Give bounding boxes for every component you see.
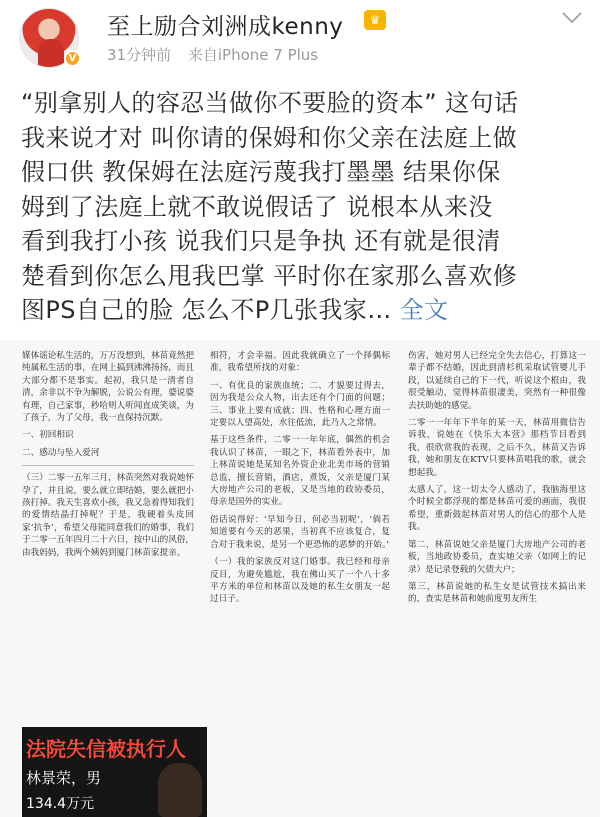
attached-document-image[interactable] — [0, 340, 600, 817]
document-paragraph: 俗话说得好：‘早知今日，何必当初呢’，‘倘若知道要有今天的恶果，当初真不应该复合，复合对于我来说，是另一个更恐怖的恶梦的开始。’ — [210, 514, 390, 550]
document-heading: 一、初回相识 — [22, 430, 74, 441]
post-time: 31分钟前 — [107, 46, 172, 64]
post-line: “别拿别人的容忍当做你不要脸的资本” 这句话 — [21, 89, 519, 117]
document-paragraph: 相符，才会幸福。因此我就确立了一个择偶标准，我希望所找的对象： — [210, 351, 390, 374]
divider — [22, 465, 194, 466]
document-paragraph: （三）二零一五年三月，林苗突然对我说她怀孕了，并且说，要么就立即结婚，要么就把小孩打掉。我天生喜欢小孩，我又急着得知我们的爱情结晶打掉呢？于是，我硬着头皮回家‘抗争’，希望父母能同意我们的婚事，我们于二零一五年四月二十六日，按中山的风俗，由我妈妈，我两个姨妈到厦门林苗家提亲。 — [22, 473, 194, 558]
post-line: 我来说才对 叫你请的保姆和你父亲在法庭上做 — [21, 123, 518, 152]
document-column-3 — [408, 350, 586, 611]
news-name: 林景荣，男 — [26, 769, 102, 787]
document-column-1 — [22, 350, 194, 564]
document-paragraph: 一、有优良的家族血统；二、才貌要过得去，因为我是公众人物，出去还有个门面的问题；三、事业上要有成就；四、性格和心理方面一定要以人望高处，水往低流，此乃人之常情。 — [210, 380, 390, 429]
document-paragraph: 第二，林苗说她父亲是厦门大房地产公司的老板，当地政协委员，查实她父亲（如网上的记录）是记录登载的欠债大户； — [408, 539, 586, 575]
full-text-link[interactable]: 全文 — [399, 296, 449, 324]
news-amount: 134.4万元 — [26, 796, 95, 812]
document-paragraph: 二零一一年年下半年的某一天，林苗用微信告诉我，说她在《快乐大本营》那档节目看到我，很欣赏我的表现，之后不久，林苗又告诉我，她和朋友在KTV只要林苗唱我的歌，就会想起我。 — [408, 418, 586, 478]
document-paragraph: 第三，林苗说她的私生女是试管技术搞出来的，查实是林苗和她前度男友所生 — [408, 581, 586, 605]
post-meta — [107, 44, 318, 65]
document-paragraph: （一）我的家族反对这门婚事。我已经和母亲反目，为避免尴尬，我在佛山买了一个八十多平方米的单位和林苗以及她的私生女朋友一起过日子。 — [210, 557, 390, 605]
chevron-down-icon[interactable] — [560, 10, 584, 26]
document-paragraph: 伤害，她对男人已经完全失去信心，打算这一辈子都不结婚，因此到清杉机采取试管婴儿手段，以延续自己的下一代，听说这个根由，我很受触动，觉得林苗很凄美，突然有一种很像去扶助她的感觉。 — [408, 351, 586, 411]
post-line: 假口供 教保姆在法庭污蔑我打墨墨 结果你保 — [21, 158, 501, 186]
post-line-last — [21, 293, 589, 328]
post-line: 楚看到你怎么甩我巴掌 平时你在家那么喜欢修 — [21, 261, 518, 290]
avatar-figure — [38, 39, 64, 68]
post-line-text: 图PS自己的脸 怎么不P几张我家… — [21, 296, 392, 324]
document-paragraph: 基于这些条件，二零一一年年底，偶然的机会我认识了林苗，一眼之下，林苗看外表中，加上林苗说她是某知名外资企业北美市场的营销总监，擅长营销，酒店，煮饭，父亲是厦门某大房地产公司的老板，又是当地的政协委员，母亲是国外的实业。 — [210, 435, 390, 508]
document-column-2 — [210, 350, 390, 611]
post-line: 姆到了法庭上就不敢说假话了 说根本从来没 — [21, 192, 493, 221]
verified-icon: V — [64, 50, 81, 67]
username[interactable]: 至上励合刘洲成kenny — [107, 14, 344, 40]
vip-crown-icon[interactable]: ♛ — [364, 10, 386, 30]
post-line: 看到我打小孩 说我们只是争执 还有就是很清 — [21, 227, 501, 255]
document-paragraph: 太感人了，这一切太令人感动了，我脑海里这个时候全都浮现的都是林苗可爱的画面，我很希望，重新鼓起林苗对男人的信心的那个人是我。 — [408, 485, 586, 533]
news-title: 法院失信被执行人 — [26, 737, 186, 761]
person-photo — [158, 763, 202, 817]
document-heading: 二、感动与坠入爱河 — [22, 447, 100, 458]
post-header — [0, 0, 600, 80]
news-screenshot-overlay — [22, 727, 207, 817]
post-source: 来自iPhone 7 Plus — [187, 46, 319, 64]
post-text — [21, 86, 589, 328]
document-paragraph: 媒体谣论私生活的，万万没想到，林苗竟然把纯属私生活的事，在网上搞到沸沸扬扬，而且大部分都不是事实。起初，我只是一清者自清，余非以不争为解脱，公说公有理，婆说婆有理，自己家事，秒哈则人听闻直成笑谈，为了孩子，为了父母，我一直保持沉默。 — [22, 351, 194, 424]
